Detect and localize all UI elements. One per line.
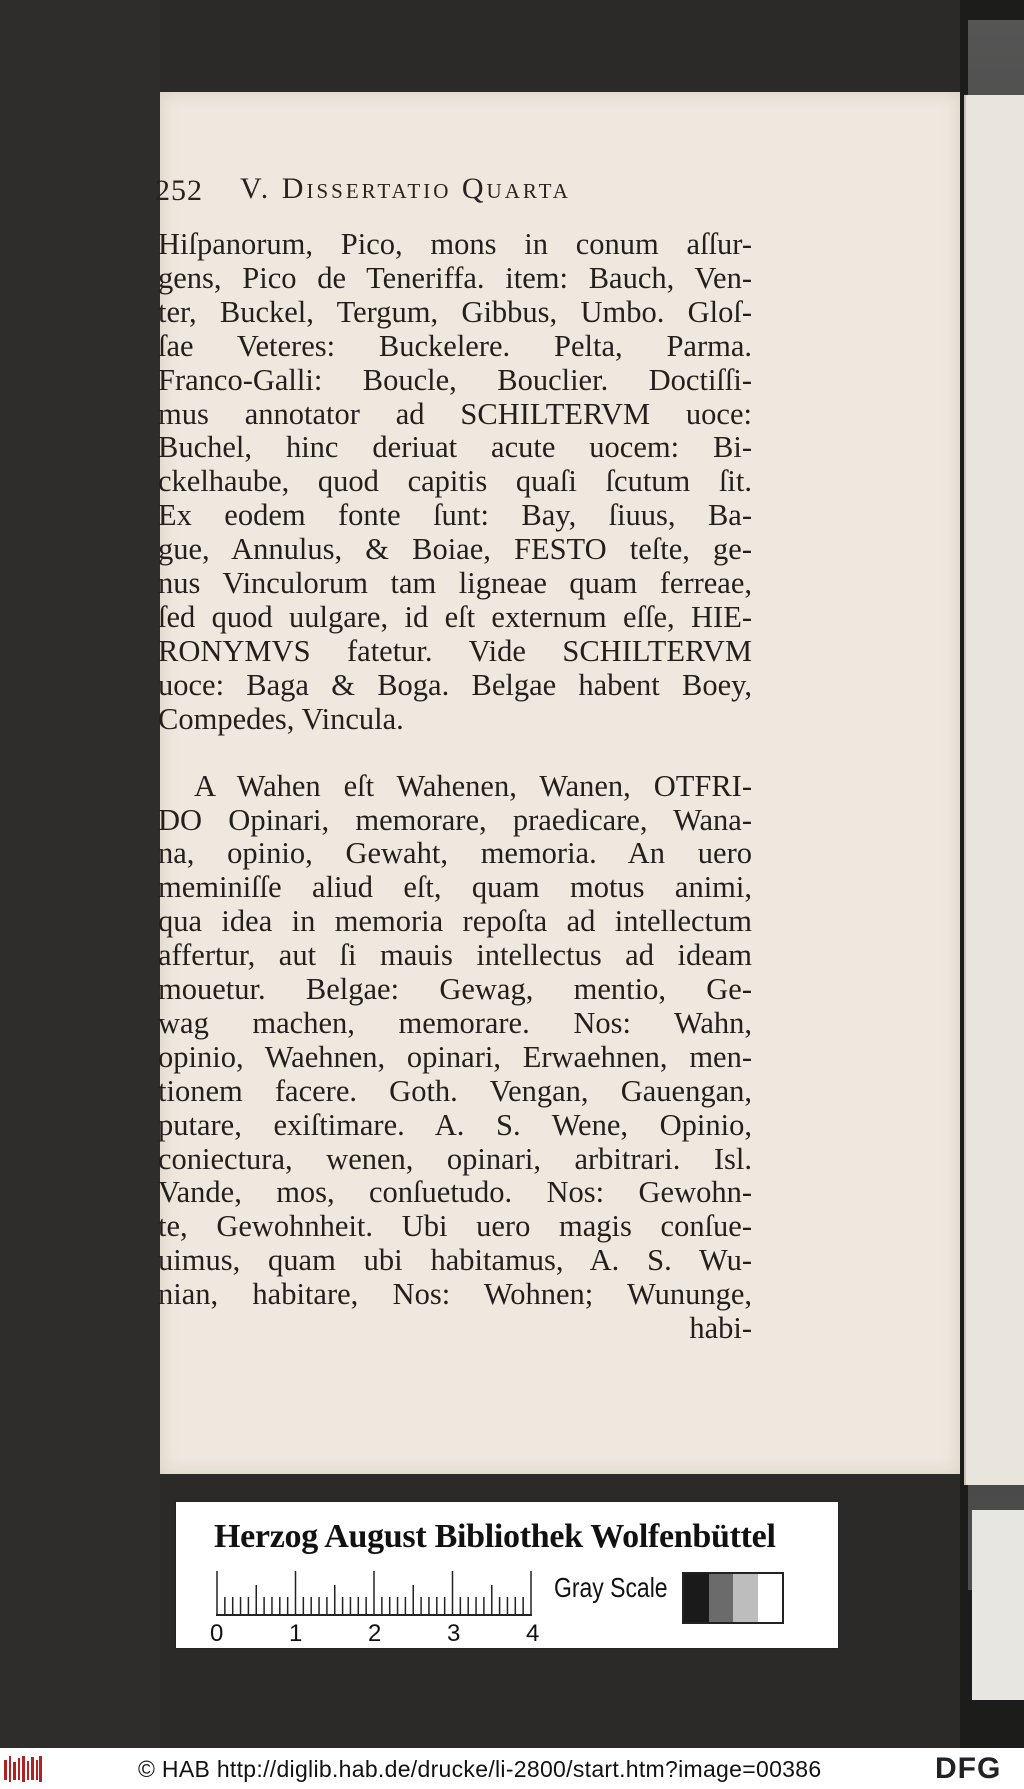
text-line: qua idea in memoria repoſta ad intellectum — [158, 904, 752, 939]
text-line: tionem facere. Goth. Vengan, Gauengan, — [158, 1073, 752, 1108]
text-line: ſae Veteres: Buckelere. Pelta, Parma. — [158, 328, 752, 363]
gray-swatch-1 — [684, 1574, 709, 1622]
text-line: RONYMVS fatetur. Vide SCHILTERVM — [158, 633, 752, 668]
text-line: nus Vinculorum tam ligneae quam ferreae, — [158, 566, 752, 601]
text-line: nian, habitare, Nos: Wohnen; Wununge, — [158, 1277, 752, 1312]
ruler-number: 3 — [447, 1620, 461, 1647]
page-number: 252 — [155, 174, 203, 207]
color-reference-card — [176, 1502, 838, 1648]
scale-ruler — [216, 1570, 532, 1616]
viewer-footer — [0, 1748, 1024, 1789]
text-line: wag machen, memorare. Nos: Wahn, — [158, 1005, 752, 1040]
gray-scale-swatch — [682, 1572, 784, 1624]
ruler-number: 1 — [289, 1620, 303, 1647]
gray-swatch-2 — [709, 1574, 734, 1622]
hab-logo-icon — [4, 1756, 42, 1782]
copyright-text: © HAB http://diglib.hab.de/drucke/li-2800/start.htm?image=00386 — [138, 1756, 822, 1782]
ruler-number: 2 — [368, 1620, 382, 1647]
text-line: gens, Pico de Teneriffa. item: Bauch, Ven- — [158, 260, 752, 295]
text-line: DO Opinari, memorare, praedicare, Wana- — [158, 802, 752, 837]
text-line: Ex eodem fonte ſunt: Bay, ſiuus, Ba- — [158, 498, 752, 533]
text-line: te, Gewohnheit. Ubi uero magis conſue- — [158, 1209, 752, 1244]
text-line: meminiſſe aliud eſt, quam motus animi, — [158, 870, 752, 905]
text-line: mus annotator ad SCHILTERVM uoce: — [158, 396, 752, 431]
dfg-logo: DFG — [935, 1752, 1002, 1785]
ruler-numbers — [210, 1620, 570, 1646]
next-page-edge — [964, 95, 1024, 1485]
catchword: habi- — [689, 1311, 752, 1346]
text-line: Buchel, hinc deriuat acute uocem: Bi- — [158, 430, 752, 465]
text-line: Hiſpanorum, Pico, mons in conum aſſur- — [158, 227, 752, 261]
running-title: V. Dissertatio Quarta — [240, 172, 571, 205]
text-line: Compedes, Vincula. — [158, 701, 404, 736]
ruler-number: 0 — [210, 1620, 224, 1647]
text-line: uimus, quam ubi habitamus, A. S. Wu- — [158, 1243, 752, 1278]
gray-scale-label: Gray Scale — [554, 1572, 668, 1603]
text-line: Franco-Galli: Boucle, Bouclier. Doctiſſi- — [158, 362, 752, 397]
text-line: ter, Buckel, Tergum, Gibbus, Umbo. Gloſ- — [158, 294, 752, 329]
gray-swatch-3 — [733, 1574, 758, 1622]
text-line: mouetur. Belgae: Gewag, mentio, Ge- — [158, 972, 752, 1007]
text-line: gue, Annulus, & Boiae, FESTO teſte, ge- — [158, 532, 752, 567]
running-head — [155, 172, 835, 212]
library-name: Herzog August Bibliothek Wolfenbüttel — [214, 1518, 776, 1555]
text-line: uoce: Baga & Boga. Belgae habent Boey, — [158, 667, 752, 702]
scan-background-left — [0, 0, 160, 1748]
text-line: affertur, aut ſi mauis intellectus ad ideam — [158, 938, 752, 973]
ruler-number: 4 — [526, 1620, 540, 1647]
text-line: putare, exiſtimare. A. S. Wene, Opinio, — [158, 1107, 752, 1142]
text-line: na, opinio, Gewaht, memoria. An uero — [158, 836, 752, 871]
next-page-card-edge — [972, 1510, 1024, 1700]
text-line: ckelhaube, quod capitis quaſi ſcutum ſit. — [158, 464, 752, 499]
text-line: Vande, mos, conſuetudo. Nos: Gewohn- — [158, 1175, 752, 1210]
page-body-text — [158, 228, 752, 1346]
text-line: A Wahen eſt Wahenen, Wanen, OTFRI- — [194, 768, 752, 803]
gray-swatch-4 — [758, 1574, 783, 1622]
paragraph-gap — [158, 737, 752, 770]
text-line: opinio, Waehnen, opinari, Erwaehnen, men- — [158, 1039, 752, 1074]
text-line: ſed quod uulgare, id eſt externum eſſe, HIE- — [158, 599, 752, 634]
text-line: coniectura, wenen, opinari, arbitrari. Isl. — [158, 1141, 752, 1176]
